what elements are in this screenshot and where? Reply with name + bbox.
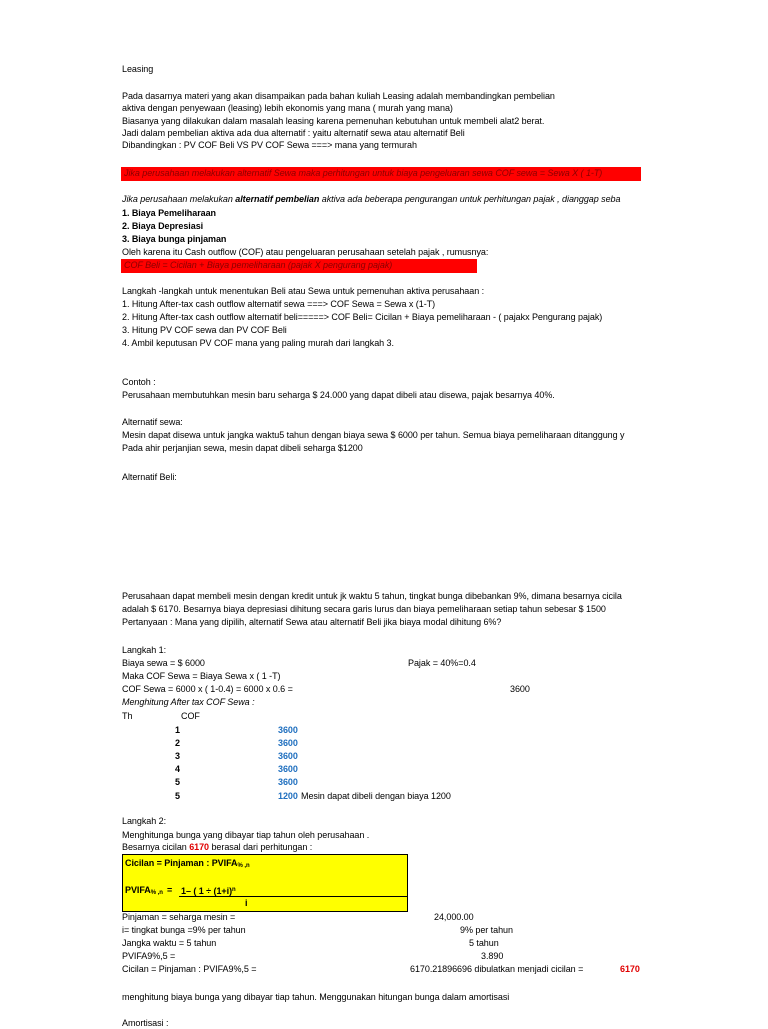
langkah1-menghitung: Menghitung After tax COF Sewa : — [122, 697, 255, 707]
perusahaan-line-2: adalah $ 6170. Besarnya biaya depresiasi dihitung secara garis lurus dan biaya pemeliharaan setiap tahun sebesar $ 1500 — [122, 604, 606, 614]
cof-row-5-value: 3600 — [278, 777, 298, 787]
formula-denominator: i — [245, 898, 248, 908]
langkah2-line-2-post: berasal dari perhitungan : — [209, 842, 313, 852]
cof-table-header-th: Th — [122, 711, 133, 721]
oleh-karena-line: Oleh karena itu Cash outflow (COF) atau pengeluaran perusahaan setelah pajak , rumusnya: — [122, 247, 489, 257]
langkah-intro: Langkah -langkah untuk menentukan Beli atau Sewa untuk pemenuhan aktiva perusahaan : — [122, 286, 485, 296]
cof-row-1-value: 3600 — [278, 725, 298, 735]
cof-row-3-th: 3 — [175, 751, 180, 761]
formula-numerator-sup: n — [232, 887, 236, 893]
formula-cicilan-sub: % ,n — [237, 863, 250, 869]
intro-line-1: Pada dasarnya materi yang akan disampaikan pada bahan kuliah Leasing adalah membandingkan pembelian — [122, 91, 555, 101]
langkah1-heading: Langkah 1: — [122, 645, 167, 655]
cicilan-formula-box — [122, 854, 408, 912]
cicilan-label: Cicilan = Pinjaman : PVIFA9%,5 = — [122, 964, 257, 974]
pinjaman-label: Pinjaman = seharga mesin = — [122, 912, 236, 922]
alt-sewa-heading: Alternatif sewa: — [122, 417, 183, 427]
jangka-label: Jangka waktu = 5 tahun — [122, 938, 217, 948]
contoh-heading: Contoh : — [122, 377, 156, 387]
document-title: Leasing — [122, 64, 154, 74]
cof-row-1-th: 1 — [175, 725, 180, 735]
cicilan-rounded-red: 6170 — [620, 964, 640, 974]
alt-sewa-line-1: Mesin dapat disewa untuk jangka waktu5 tahun dengan biaya sewa $ 6000 per tahun. Semua biaya pemeliharaan ditanggung y — [122, 430, 625, 440]
pvifa-value: 3.890 — [481, 951, 504, 961]
red-highlight-cof-beli: COF Beli = Cicilan + Biaya pemeliharaan (pajak X pengurang pajak) — [121, 259, 477, 273]
beli-intro-post: aktiva ada beberapa pengurangan untuk perhitungan pajak , dianggap seba — [319, 194, 621, 204]
beli-intro-bold: alternatif pembelian — [235, 194, 320, 204]
perusahaan-line-3: Pertanyaan : Mana yang dipilih, alternatif Sewa atau alternatif Beli jika biaya modal dihitung 6%? — [122, 617, 502, 627]
bunga-label: i= tingkat bunga =9% per tahun — [122, 925, 246, 935]
formula-pvifa — [125, 884, 163, 899]
langkah2-heading: Langkah 2: — [122, 816, 167, 826]
bunga-value: 9% per tahun — [460, 925, 513, 935]
formula-cicilan-text: Cicilan = Pinjaman : PVIFA — [125, 858, 238, 868]
cof-row-3-value: 3600 — [278, 751, 298, 761]
cof-row-6-th: 5 — [175, 791, 180, 801]
biaya-item-3: 3. Biaya bunga pinjaman — [122, 234, 227, 244]
cof-row-2-value: 3600 — [278, 738, 298, 748]
cof-table-header-cof: COF — [181, 711, 200, 721]
formula-pvifa-text: PVIFA — [125, 885, 151, 895]
langkah2-line-1: Menghitunga bunga yang dibayar tiap tahun oleh perusahaan . — [122, 830, 370, 840]
langkah1-pajak: Pajak = 40%=0.4 — [408, 658, 476, 668]
biaya-item-1: 1. Biaya Pemeliharaan — [122, 208, 217, 218]
cof-row-4-th: 4 — [175, 764, 180, 774]
pvifa-label: PVIFA9%,5 = — [122, 951, 176, 961]
contoh-text: Perusahaan membutuhkan mesin baru seharga $ 24.000 yang dapat dibeli atau disewa, pajak besarnya 40%. — [122, 390, 555, 400]
langkah-step-2: 2. Hitung After-tax cash outflow alternatif beli=====> COF Beli= Cicilan + Biaya pemeliharaan - ( pajakx Pengurang pajak) — [122, 312, 603, 322]
formula-equals: = — [167, 885, 173, 895]
beli-intro-pre: Jika perusahaan melakukan — [122, 194, 236, 204]
langkah1-biaya-sewa: Biaya sewa = $ 6000 — [122, 658, 205, 668]
intro-line-3: Biasanya yang dilakukan dalam masalah leasing karena pemenuhan kebutuhan untuk membeli alat2 berat. — [122, 116, 545, 126]
langkah1-cof-calc: COF Sewa = 6000 x ( 1-0.4) = 6000 x 0.6 = — [122, 684, 293, 694]
langkah-step-3: 3. Hitung PV COF sewa dan PV COF Beli — [122, 325, 287, 335]
formula-numerator-text: 1– ( 1 ÷ (1+i) — [181, 886, 233, 896]
intro-line-4: Jadi dalam pembelian aktiva ada dua alternatif : yaitu alternatif sewa atau alternatif Beli — [122, 128, 465, 138]
langkah-step-4: 4. Ambil keputusan PV COF mana yang paling murah dari langkah 3. — [122, 338, 394, 348]
langkah2-line-2-pre: Besarnya cicilan — [122, 842, 190, 852]
beli-intro — [122, 193, 620, 205]
biaya-item-2: 2. Biaya Depresiasi — [122, 221, 204, 231]
cicilan-value: 6170.21896696 dibulatkan menjadi cicilan = — [410, 964, 584, 974]
cof-row-6-note: Mesin dapat dibeli dengan biaya 1200 — [301, 791, 451, 801]
intro-line-5: Dibandingkan : PV COF Beli VS PV COF Sewa ===> mana yang termurah — [122, 140, 417, 150]
langkah1-maka: Maka COF Sewa = Biaya Sewa x ( 1 -T) — [122, 671, 281, 681]
alt-sewa-line-2: Pada ahir perjanjian sewa, mesin dapat dibeli seharga $1200 — [122, 443, 363, 453]
intro-line-2: aktiva dengan penyewaan (leasing) lebih ekonomis yang mana ( murah yang mana) — [122, 103, 453, 113]
red-highlight-cof-sewa: Jika perusahaan melakukan alternatif Sewa maka perhitungan untuk biaya pengeluaran sewa COF sewa = Sewa X ( 1-T) — [121, 167, 641, 181]
formula-cicilan — [125, 857, 250, 872]
formula-pvifa-sub: % ,n — [150, 890, 163, 896]
langkah1-cof-value: 3600 — [510, 684, 530, 694]
bunga-amortisasi-line: menghitung biaya bunga yang dibayar tiap tahun. Menggunakan hitungan bunga dalam amortisasi — [122, 992, 510, 1002]
jangka-value: 5 tahun — [469, 938, 499, 948]
perusahaan-line-1: Perusahaan dapat membeli mesin dengan kredit untuk jk waktu 5 tahun, tingkat bunga dibebankan 9%, dimana besarnya cicila — [122, 591, 622, 601]
alt-beli-heading: Alternatif Beli: — [122, 472, 177, 482]
cicilan-red-value: 6170 — [189, 842, 210, 852]
langkah-step-1: 1. Hitung After-tax cash outflow alternatif sewa ===> COF Sewa = Sewa x (1-T) — [122, 299, 436, 309]
cof-row-4-value: 3600 — [278, 764, 298, 774]
langkah2-line-2 — [122, 841, 312, 853]
amortisasi-heading: Amortisasi : — [122, 1018, 169, 1028]
pinjaman-value: 24,000.00 — [434, 912, 474, 922]
formula-fraction-bar — [179, 896, 407, 897]
cof-row-2-th: 2 — [175, 738, 180, 748]
cof-row-5-th: 5 — [175, 777, 180, 787]
cof-row-6-value: 1200 — [278, 791, 298, 801]
